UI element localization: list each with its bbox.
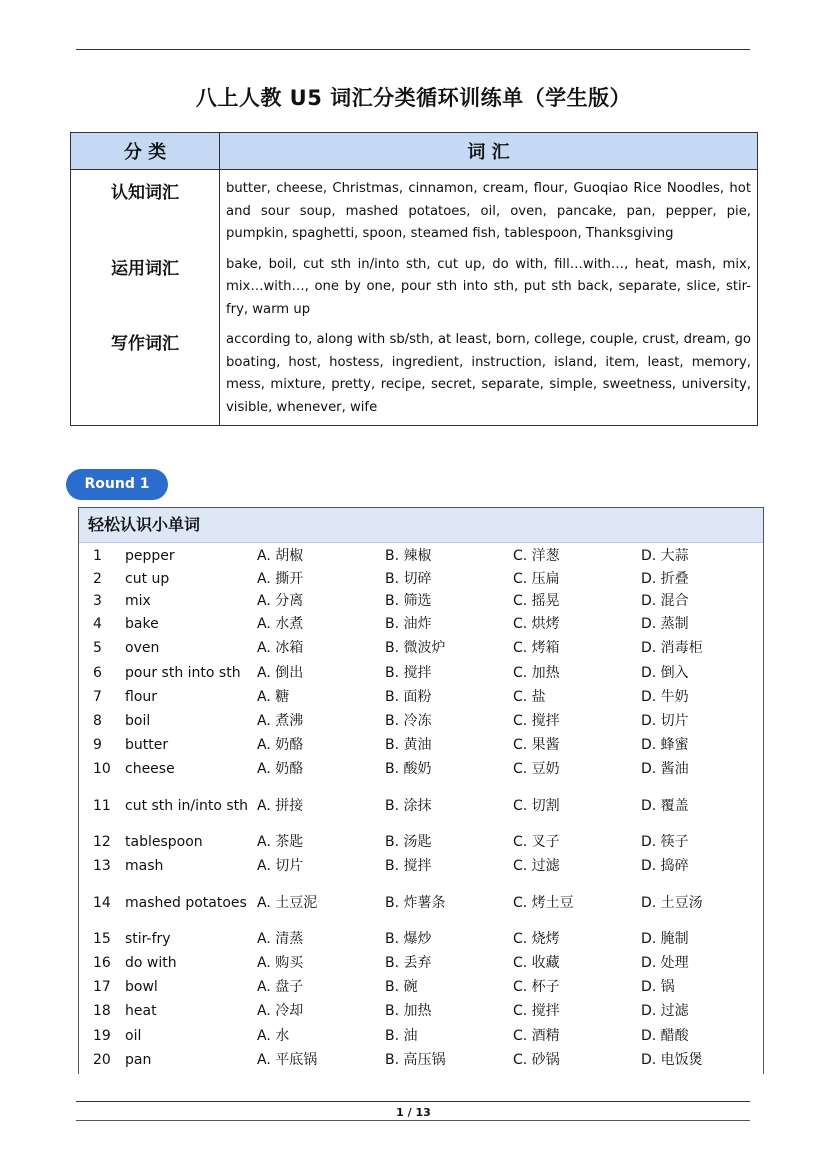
quiz-heading: 轻松认识小单词 [79, 508, 763, 543]
option-c[interactable]: C. 加热 [513, 665, 560, 681]
option-c[interactable]: C. 酒精 [513, 1028, 560, 1044]
question-number: 17 [93, 979, 111, 995]
question-word: bowl [125, 979, 158, 995]
footer-rule-lower [76, 1120, 750, 1121]
quiz-row [79, 1025, 763, 1047]
option-a[interactable]: A. 煮沸 [257, 713, 304, 729]
option-b[interactable]: B. 汤匙 [385, 834, 432, 850]
question-number: 15 [93, 931, 111, 947]
option-c[interactable]: C. 切割 [513, 798, 560, 814]
question-number: 11 [93, 798, 111, 814]
option-b[interactable]: B. 加热 [385, 1003, 432, 1019]
option-d[interactable]: D. 腌制 [641, 931, 689, 947]
option-a[interactable]: A. 糖 [257, 689, 290, 705]
option-c[interactable]: C. 叉子 [513, 834, 560, 850]
option-d[interactable]: D. 酱油 [641, 761, 689, 777]
page-title: 八上人教 U5 词汇分类循环训练单（学生版） [195, 86, 632, 110]
vocab-row [71, 246, 758, 322]
option-d[interactable]: D. 切片 [641, 713, 689, 729]
question-word: oil [125, 1028, 142, 1044]
quiz-row [79, 795, 763, 817]
vocab-row [71, 321, 758, 426]
quiz-row [79, 590, 763, 612]
option-c[interactable]: C. 摇晃 [513, 593, 560, 609]
option-d[interactable]: D. 筷子 [641, 834, 689, 850]
option-b[interactable]: B. 冷冻 [385, 713, 432, 729]
option-c[interactable]: C. 压扁 [513, 571, 560, 587]
option-d[interactable]: D. 蜂蜜 [641, 737, 689, 753]
option-a[interactable]: A. 土豆泥 [257, 895, 318, 911]
option-c[interactable]: C. 过滤 [513, 858, 560, 874]
quiz-row [79, 545, 763, 567]
question-word: stir-fry [125, 931, 171, 947]
option-d[interactable]: D. 土豆汤 [641, 895, 703, 911]
question-number: 6 [93, 665, 102, 681]
option-c[interactable]: C. 搅拌 [513, 1003, 560, 1019]
option-a[interactable]: A. 茶匙 [257, 834, 304, 850]
option-b[interactable]: B. 爆炒 [385, 931, 432, 947]
option-d[interactable]: D. 处理 [641, 955, 689, 971]
option-a[interactable]: A. 清蒸 [257, 931, 304, 947]
option-d[interactable]: D. 锅 [641, 979, 675, 995]
question-number: 7 [93, 689, 102, 705]
option-c[interactable]: C. 烘烤 [513, 616, 560, 632]
round-badge: Round 1 [66, 469, 168, 500]
option-a[interactable]: A. 冰箱 [257, 640, 304, 656]
question-number: 10 [93, 761, 111, 777]
page-number: 1 / 13 [396, 1106, 431, 1119]
option-a[interactable]: A. 水煮 [257, 616, 304, 632]
option-d[interactable]: D. 电饭煲 [641, 1052, 703, 1068]
words-writing: according to, along with sb/sth, at least, born, college, couple, crust, dream, go boating, host, hostess, ingredient, instruction, island, item, least, memory, mess, mixture, pretty, recipe, secret, separate, simple, sweetness, university, visible, whenever, wife [220, 321, 758, 426]
quiz-row [79, 976, 763, 998]
header-category: 分 类 [71, 133, 220, 170]
option-c[interactable]: C. 烤箱 [513, 640, 560, 656]
option-c[interactable]: C. 烧烤 [513, 931, 560, 947]
footer-rule [76, 1101, 750, 1102]
quiz-row [79, 831, 763, 853]
option-d[interactable]: D. 醋酸 [641, 1028, 689, 1044]
option-a[interactable]: A. 奶酪 [257, 761, 304, 777]
option-a[interactable]: A. 购买 [257, 955, 304, 971]
question-number: 2 [93, 571, 102, 587]
question-word: tablespoon [125, 834, 203, 850]
option-d[interactable]: D. 覆盖 [641, 798, 689, 814]
quiz-row [79, 1049, 763, 1071]
option-a[interactable]: A. 水 [257, 1028, 290, 1044]
option-a[interactable]: A. 拼接 [257, 798, 304, 814]
option-b[interactable]: B. 高压锅 [385, 1052, 446, 1068]
option-a[interactable]: A. 胡椒 [257, 548, 304, 564]
quiz-box [78, 507, 764, 1074]
quiz-row [79, 734, 763, 756]
question-word: mash [125, 858, 164, 874]
option-c[interactable]: C. 搅拌 [513, 713, 560, 729]
option-d[interactable]: D. 倒入 [641, 665, 689, 681]
option-c[interactable]: C. 果酱 [513, 737, 560, 753]
option-c[interactable]: C. 收藏 [513, 955, 560, 971]
quiz-row [79, 892, 763, 914]
question-word: pour sth into sth [125, 665, 241, 681]
question-word: flour [125, 689, 158, 705]
vocabulary-table [70, 132, 758, 426]
vocab-row [71, 170, 758, 246]
option-b[interactable]: B. 炸薯条 [385, 895, 446, 911]
question-word: heat [125, 1003, 157, 1019]
quiz-row [79, 662, 763, 684]
option-b[interactable]: B. 搅拌 [385, 665, 432, 681]
category-applied: 运用词汇 [71, 246, 220, 322]
question-word: pepper [125, 548, 175, 564]
option-b[interactable]: B. 切碎 [385, 571, 432, 587]
option-b[interactable]: B. 油炸 [385, 616, 432, 632]
option-b[interactable]: B. 涂抹 [385, 798, 432, 814]
option-c[interactable]: C. 盐 [513, 689, 546, 705]
option-a[interactable]: A. 冷却 [257, 1003, 304, 1019]
question-number: 14 [93, 895, 111, 911]
option-d[interactable]: D. 蒸制 [641, 616, 689, 632]
option-d[interactable]: D. 过滤 [641, 1003, 689, 1019]
quiz-row [79, 613, 763, 635]
quiz-row [79, 855, 763, 877]
option-b[interactable]: B. 辣椒 [385, 548, 432, 564]
option-d[interactable]: D. 捣碎 [641, 858, 689, 874]
option-b[interactable]: B. 筛选 [385, 593, 432, 609]
question-number: 3 [93, 593, 102, 609]
question-word: cut sth in/into sth [125, 798, 249, 814]
question-number: 9 [93, 737, 102, 753]
option-a[interactable]: A. 切片 [257, 858, 304, 874]
header-rule [76, 49, 750, 50]
question-number: 19 [93, 1028, 111, 1044]
option-a[interactable]: A. 平底锅 [257, 1052, 318, 1068]
option-b[interactable]: B. 丢弃 [385, 955, 432, 971]
words-cognitive: butter, cheese, Christmas, cinnamon, cream, flour, Guoqiao Rice Noodles, hot and sour soup, mashed potatoes, oil, oven, pancake, pan, pepper, pie, pumpkin, spaghetti, spoon, steamed fish, tablespoon, Thanksgiving [220, 170, 758, 246]
question-word: cheese [125, 761, 175, 777]
option-b[interactable]: B. 黄油 [385, 737, 432, 753]
question-word: boil [125, 713, 151, 729]
question-number: 12 [93, 834, 111, 850]
vocabulary-table-header [71, 133, 758, 170]
option-c[interactable]: C. 豆奶 [513, 761, 560, 777]
quiz-row [79, 686, 763, 708]
option-b[interactable]: B. 微波炉 [385, 640, 446, 656]
question-number: 1 [93, 548, 102, 564]
question-word: pan [125, 1052, 152, 1068]
option-d[interactable]: D. 折叠 [641, 571, 689, 587]
option-c[interactable]: C. 烤土豆 [513, 895, 574, 911]
question-word: oven [125, 640, 160, 656]
question-word: bake [125, 616, 159, 632]
option-d[interactable]: D. 牛奶 [641, 689, 689, 705]
question-number: 18 [93, 1003, 111, 1019]
words-applied: bake, boil, cut sth in/into sth, cut up, do with, fill…with…, heat, mash, mix, mix…with…, one by one, pour sth into sth, put sth back, separate, slice, stir-fry, warm up [220, 246, 758, 322]
quiz-row [79, 758, 763, 780]
question-word: cut up [125, 571, 170, 587]
option-d[interactable]: D. 大蒜 [641, 548, 689, 564]
option-b[interactable]: B. 油 [385, 1028, 418, 1044]
question-number: 4 [93, 616, 102, 632]
quiz-row [79, 952, 763, 974]
question-word: do with [125, 955, 177, 971]
question-word: mashed potatoes [125, 895, 247, 911]
header-words: 词 汇 [220, 133, 758, 170]
question-number: 20 [93, 1052, 111, 1068]
option-b[interactable]: B. 碗 [385, 979, 418, 995]
option-b[interactable]: B. 面粉 [385, 689, 432, 705]
question-word: butter [125, 737, 169, 753]
question-number: 8 [93, 713, 102, 729]
question-word: mix [125, 593, 151, 609]
option-d[interactable]: D. 消毒柜 [641, 640, 703, 656]
option-b[interactable]: B. 搅拌 [385, 858, 432, 874]
option-c[interactable]: C. 砂锅 [513, 1052, 560, 1068]
quiz-row [79, 568, 763, 590]
question-number: 5 [93, 640, 102, 656]
category-cognitive: 认知词汇 [71, 170, 220, 246]
option-d[interactable]: D. 混合 [641, 593, 689, 609]
quiz-row [79, 1000, 763, 1022]
quiz-row [79, 710, 763, 732]
option-a[interactable]: A. 奶酪 [257, 737, 304, 753]
option-a[interactable]: A. 盘子 [257, 979, 304, 995]
option-c[interactable]: C. 洋葱 [513, 548, 560, 564]
option-a[interactable]: A. 撕开 [257, 571, 304, 587]
option-b[interactable]: B. 酸奶 [385, 761, 432, 777]
quiz-row [79, 637, 763, 659]
option-a[interactable]: A. 倒出 [257, 665, 304, 681]
option-c[interactable]: C. 杯子 [513, 979, 560, 995]
question-number: 13 [93, 858, 111, 874]
quiz-row [79, 928, 763, 950]
option-a[interactable]: A. 分离 [257, 593, 304, 609]
question-number: 16 [93, 955, 111, 971]
category-writing: 写作词汇 [71, 321, 220, 426]
